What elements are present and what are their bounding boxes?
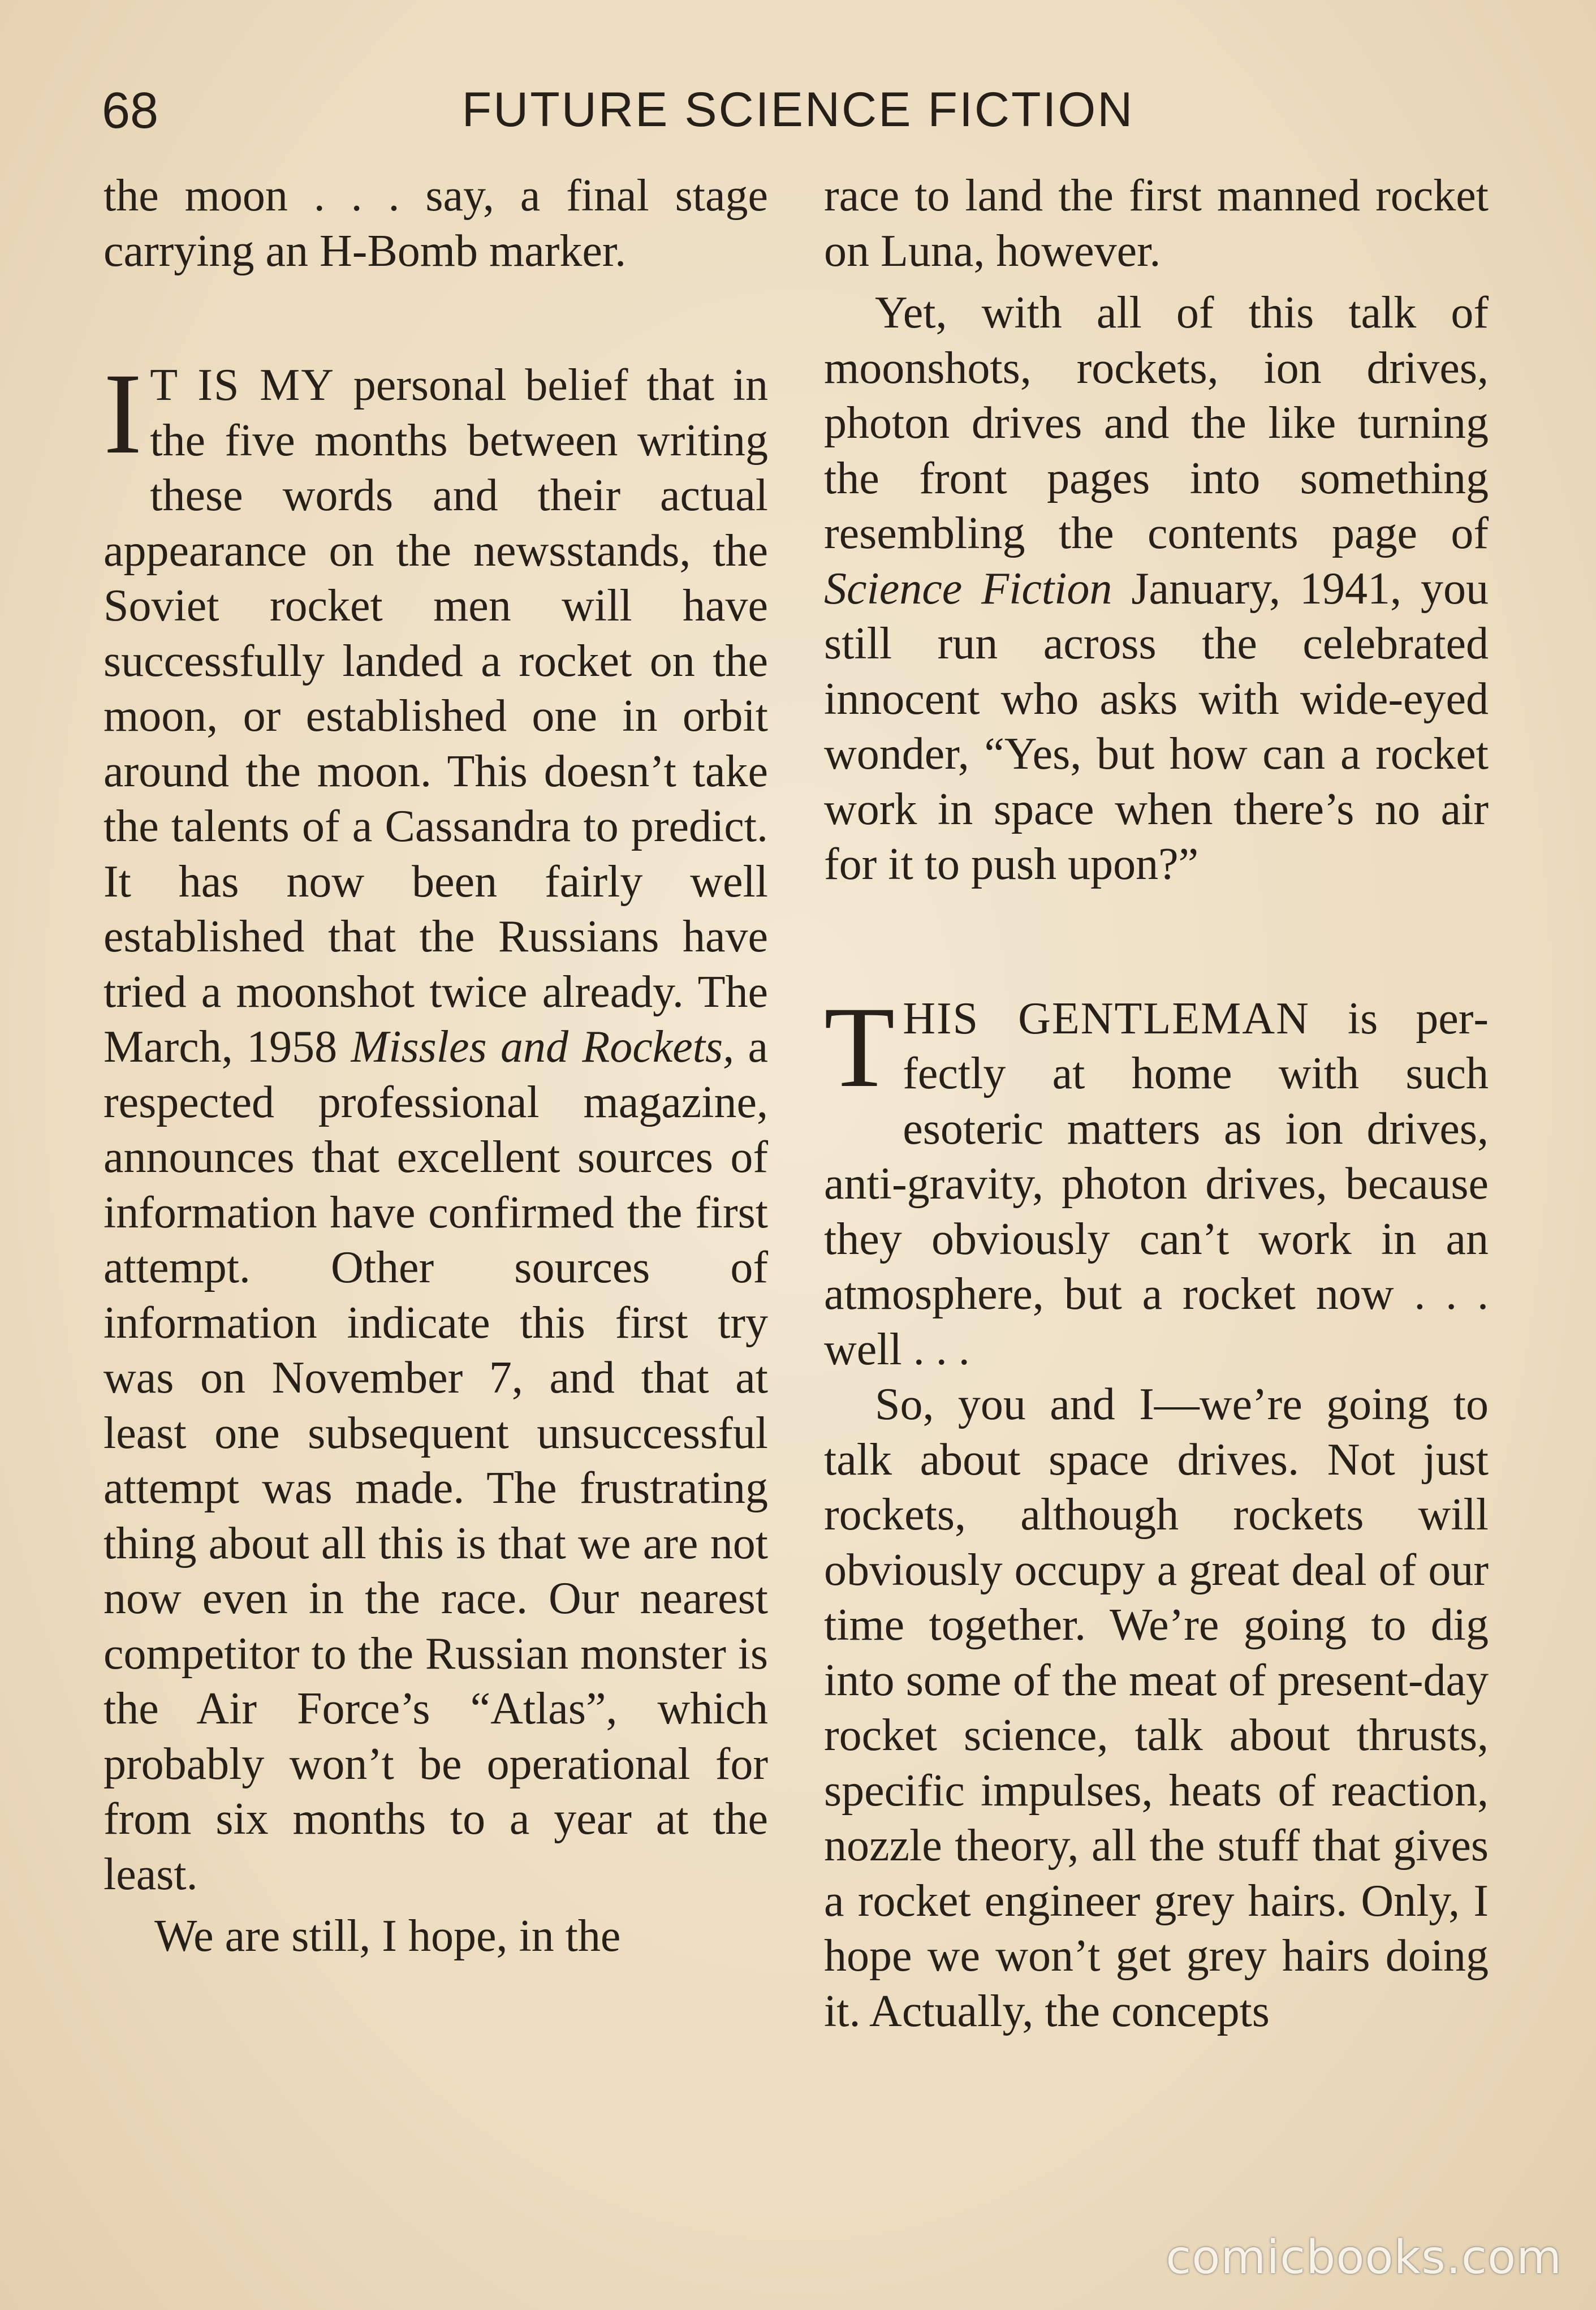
left-column	[103, 169, 768, 1964]
lead-in-text: T IS MY	[150, 360, 335, 410]
drop-cap: T	[824, 982, 895, 1111]
magazine-title: FUTURE SCIENCE FICTION	[461, 83, 1135, 137]
paragraph: So, you and I—we’re going to talk about space drives. Not just rockets, although rockets will obviously occupy a great deal of our time together. We’re going to dig into some of the meat of present-day rocket science, talk about thrusts, specific impulses, heats of reaction, nozzle theory, all the stuff that gives a rocket engineer grey hairs. Only, I hope we won’t get grey hairs doing it. Actually, the concepts	[824, 1380, 1489, 2036]
paragraph	[824, 982, 1489, 1378]
page-number: 68	[102, 83, 159, 139]
body-text: Yet, with all of this talk of moonshots, rockets, ion drives, photon drives and the like turning the front pages into something resembling the contents page of	[824, 288, 1489, 558]
right-column	[824, 169, 1489, 2039]
drop-cap: I	[103, 350, 143, 478]
paragraph: race to land the first manned rocket on Luna, however.	[824, 171, 1489, 276]
magazine-citation: Science Fiction	[824, 563, 1112, 614]
body-text: is perfectly at home with such esoteric matters as ion drives, anti-gravity, photon drives, because they obviously can’t work in an atmosphere, but a rocket now . . . well . . .	[824, 993, 1489, 1374]
body-text: a respected professional magazine, announces that excellent sources of information have confirmed the first attempt. Other sources of information indicate this first try was on November 7, and that at least one subsequent unsuccessful attempt was made. The frustrating thing about all this is that we are not now even in the race. Our nearest competitor to the Russian monster is the Air Force’s “Atlas”, which probably won’t be operational for from six months to a year at the least.	[103, 1022, 769, 1899]
lead-in-text: HIS GENTLEMAN	[903, 993, 1310, 1044]
magazine-citation: Missles and Rockets,	[351, 1022, 735, 1072]
body-text: personal belief that in the five months between writing these words and their actual appearance on the newsstands, the Soviet rocket men will have successfully landed a rocket on the moon, or established one in orbit around the moon. This doesn’t take the talents of a Cassandra to predict. It has now been fairly well established that the Russians have tried a moonshot twice already. The March, 1958	[103, 360, 768, 1072]
paragraph	[824, 286, 1489, 893]
paragraph	[103, 350, 769, 1902]
watermark: comicbooks.com	[1166, 2231, 1562, 2285]
paragraph: We are still, I hope, in the	[154, 1911, 621, 1961]
paragraph: the moon . . . say, a final stage carrying an H-Bomb marker.	[103, 171, 768, 276]
body-text: January, 1941, you still run across the celebrated innocent who asks with wide-eyed wonder, “Yes, but how can a rocket work in space when there’s no air for it to push upon?”	[824, 563, 1489, 889]
page-header	[102, 82, 1494, 144]
